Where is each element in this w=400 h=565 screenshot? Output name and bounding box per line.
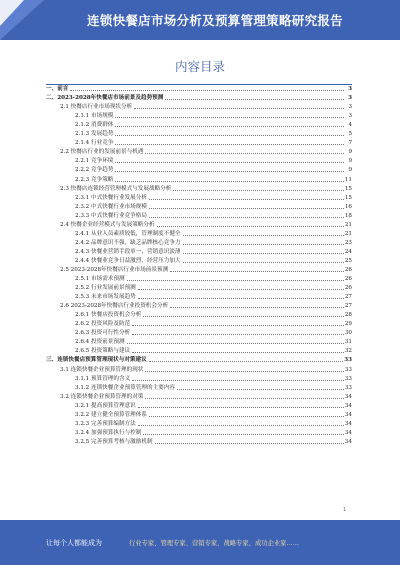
toc-entry-title: 2.5.1 市场需求预测 [75, 276, 125, 283]
toc-entry-page: 18 [344, 212, 352, 219]
toc-entry-page: 34 [344, 411, 352, 418]
toc-dot-leader [177, 389, 344, 390]
toc-top-divider [46, 84, 352, 85]
toc-entry-page: 3 [348, 95, 352, 102]
toc-entry[interactable] [46, 265, 352, 274]
toc-entry-page: 34 [344, 402, 352, 409]
toc-entry-page: 29 [344, 321, 352, 328]
toc-entry-page: 24 [344, 248, 352, 255]
toc-dot-leader [127, 280, 344, 281]
toc-dot-leader [132, 380, 344, 381]
toc-dot-leader [183, 253, 344, 254]
toc-entry[interactable] [46, 437, 352, 446]
toc-entry-title: 2.6.2 投资风险及防范 [75, 321, 131, 328]
toc-dot-leader [183, 244, 344, 245]
toc-entry-title: 2.6.3 投资可行性分析 [75, 330, 131, 337]
toc-dot-leader [138, 289, 344, 290]
toc-dot-leader [149, 199, 344, 200]
footer-banner [0, 520, 400, 565]
toc-entry[interactable] [46, 401, 352, 410]
toc-dot-leader [149, 416, 344, 417]
toc-entry-title: 3.2.1 提高预算管理意识 [75, 402, 136, 409]
toc-entry-page: 3 [348, 113, 352, 120]
toc-entry[interactable] [46, 156, 352, 165]
toc-entry-page: 34 [344, 393, 352, 400]
toc-entry[interactable] [46, 310, 352, 319]
toc-dot-leader [145, 371, 343, 372]
toc-entry-page: 34 [344, 429, 352, 436]
toc-entry-title: 2.4.4 快餐业竞争日益激烈，经营压力加大 [75, 257, 181, 264]
toc-entry-title: 3.1.1 预算管理的含义 [75, 375, 131, 382]
toc-entry-page: 28 [344, 312, 352, 319]
toc-entry-title: 2.1.2 消费群体 [75, 122, 114, 129]
toc-entry-page: 33 [344, 357, 352, 364]
toc-dot-leader [183, 235, 344, 236]
toc-dot-leader [155, 443, 344, 444]
toc-entry-title: 2.1.4 行业竞争 [75, 140, 114, 147]
toc-dot-leader [138, 407, 344, 408]
toc-entry-page: 3 [348, 86, 352, 93]
toc-dot-leader [149, 217, 344, 218]
toc-entry[interactable] [46, 256, 352, 265]
toc-entry[interactable] [46, 120, 352, 129]
toc-entry-title: 2.1.1 市场规模 [75, 113, 114, 120]
toc-dot-leader [143, 316, 344, 317]
toc-entry-title: 3.2.5 完善预算考核与激励机制 [75, 438, 153, 445]
toc-entry[interactable] [46, 292, 352, 301]
toc-entry[interactable] [46, 346, 352, 355]
toc-entry-title: 2.6.4 投资前景预测 [75, 339, 125, 346]
toc-dot-leader [165, 99, 344, 100]
footer-tagline: 行业专家、管理专家、营销专家、战略专家、成功企业家…… [129, 540, 300, 547]
toc-entry-title: 3.2.4 加强预算执行与控制 [75, 429, 142, 436]
toc-entry-title: 3.2 连锁快餐企业预算管理的对策 [60, 393, 144, 400]
toc-entry[interactable] [46, 410, 352, 419]
table-of-contents [46, 84, 352, 446]
toc-entry[interactable] [46, 383, 352, 392]
toc-entry[interactable] [46, 238, 352, 247]
toc-entry[interactable] [46, 165, 352, 174]
toc-entry[interactable] [46, 174, 352, 183]
header-banner [0, 0, 400, 40]
toc-entry[interactable] [46, 419, 352, 428]
report-title: 连锁快餐店市场分析及预算管理策略研究报告 [86, 13, 343, 28]
toc-dot-leader [132, 334, 344, 335]
toc-entry[interactable] [46, 211, 352, 220]
toc-entry-title: 2.4.1 从业人员素质较低，管理制度不健全 [75, 230, 181, 237]
toc-entry-title: 2.4 快餐企业经营模式与发展策略分析 [60, 221, 155, 228]
toc-entry[interactable] [46, 220, 352, 229]
toc-entry-title: 2.5.2 行业发展前景预测 [75, 285, 136, 292]
toc-entry-title: 3.2.3 完善预算编制方法 [75, 420, 136, 427]
toc-entry-title: 2.1 快餐店行业市场现状分析 [60, 104, 133, 111]
toc-dot-leader [132, 325, 344, 326]
toc-entry-page: 26 [344, 285, 352, 292]
toc-entry[interactable] [46, 374, 352, 383]
toc-dot-leader [149, 361, 344, 362]
toc-entry-page: 4 [348, 122, 352, 129]
toc-entry[interactable] [46, 301, 352, 310]
toc-entry-title: 2.2.1 竞争环境 [75, 158, 114, 165]
toc-entry[interactable] [46, 129, 352, 138]
toc-entry-title: 2.6.1 快餐店投资机会分析 [75, 312, 142, 319]
toc-entry-title: 二、2023-2028年快餐店市场前景及趋势预测 [46, 95, 164, 102]
toc-entry[interactable] [46, 102, 352, 111]
toc-dot-leader [115, 162, 344, 163]
toc-entry[interactable] [46, 428, 352, 437]
toc-entry-page: 26 [344, 266, 352, 273]
toc-entry-page: 15 [344, 194, 352, 201]
toc-dot-leader [127, 343, 344, 344]
toc-entry-page: 27 [344, 294, 352, 301]
toc-entry-title: 2.3.2 中式快餐行业市场规模 [75, 203, 147, 210]
toc-entry-page: 9 [348, 149, 352, 156]
toc-dot-leader [170, 307, 344, 308]
toc-entry-title: 3.1.2 连锁快餐企业预算管理的主要内容 [75, 384, 175, 391]
toc-entry-title: 3.1 连锁快餐企业预算管理的现状 [60, 366, 144, 373]
toc-entry[interactable] [46, 93, 352, 102]
toc-entry-title: 三、连锁快餐店预算管理现状与对策建议 [46, 357, 147, 364]
toc-heading: 内容目录 [174, 59, 225, 74]
toc-entry-page: 5 [348, 131, 352, 138]
toc-entry-page: 34 [344, 438, 352, 445]
toc-entry-page: 11 [344, 176, 352, 183]
toc-dot-leader [170, 271, 344, 272]
toc-entry[interactable] [46, 337, 352, 346]
toc-entry-page: 7 [348, 140, 352, 147]
toc-entry-title: 3.2.2 建立健全预算管理体系 [75, 411, 147, 418]
toc-dot-leader [138, 425, 344, 426]
toc-dot-leader [115, 135, 344, 136]
toc-entry-page: 25 [344, 257, 352, 264]
toc-dot-leader [134, 108, 344, 109]
toc-entry-page: 21 [344, 221, 352, 228]
toc-entry-page: 31 [344, 339, 352, 346]
toc-entry-page: 33 [344, 375, 352, 382]
toc-dot-leader [115, 181, 343, 182]
toc-dot-leader [183, 262, 344, 263]
toc-entry-page: 32 [344, 348, 352, 355]
toc-entry[interactable] [46, 283, 352, 292]
toc-entry-page: 9 [348, 158, 352, 165]
toc-dot-leader [157, 226, 344, 227]
toc-entry-page: 26 [344, 276, 352, 283]
toc-entry-title: 2.3.3 中式快餐行业竞争格局 [75, 212, 147, 219]
toc-dot-leader [115, 117, 344, 118]
toc-entry[interactable] [46, 147, 352, 156]
toc-entry-title: 一、前言 [46, 86, 69, 93]
toc-entry-page: 16 [344, 203, 352, 210]
toc-entry-page: 33 [344, 384, 352, 391]
toc-entry-title: 2.2.2 竞争趋势 [75, 167, 114, 174]
toc-dot-leader [145, 153, 344, 154]
toc-entry-title: 2.4.2 品牌意识不强，缺乏品牌核心竞争力 [75, 239, 181, 246]
toc-entry[interactable] [46, 274, 352, 283]
toc-dot-leader [145, 398, 343, 399]
toc-entry[interactable] [46, 392, 352, 401]
toc-entry-title: 2.4.3 快餐业营销手段单一，营销意识淡薄 [75, 248, 181, 255]
toc-dot-leader [70, 90, 344, 91]
toc-dot-leader [143, 434, 344, 435]
toc-entry-page: 33 [344, 366, 352, 373]
toc-entry[interactable] [46, 184, 352, 193]
toc-dot-leader [115, 144, 344, 145]
toc-entry-page: 3 [348, 104, 352, 111]
toc-entry-page: 30 [344, 330, 352, 337]
toc-entry-page: 21 [344, 230, 352, 237]
toc-entry-title: 2.2.3 竞争策略 [75, 176, 114, 183]
toc-dot-leader [115, 126, 344, 127]
toc-entry-page: 27 [344, 303, 352, 310]
toc-entry-title: 2.5 2023-2028年快餐店行业市场前景预测 [60, 266, 169, 273]
toc-entry-title: 2.3 快餐店连锁经营管理模式与发展战略分析 [60, 185, 172, 192]
toc-dot-leader [149, 208, 344, 209]
toc-dot-leader [138, 298, 344, 299]
toc-entry[interactable] [46, 193, 352, 202]
toc-entry[interactable] [46, 364, 352, 373]
toc-entry[interactable] [46, 247, 352, 256]
toc-entry-title: 2.1.3 发展趋势 [75, 131, 114, 138]
toc-entry-page: 23 [344, 239, 352, 246]
toc-dot-leader [132, 352, 344, 353]
toc-entry[interactable] [46, 328, 352, 337]
toc-entry-title: 2.2 快餐店行业的发展前景与机遇 [60, 149, 144, 156]
toc-entry[interactable] [46, 84, 352, 93]
toc-entry-page: 15 [344, 185, 352, 192]
toc-dot-leader [115, 171, 344, 172]
footer-slogan: 让每个人都能成为 [46, 539, 102, 547]
toc-entry[interactable] [46, 229, 352, 238]
toc-entry-title: 2.6 2023-2028年快餐店行业投资机会分析 [60, 303, 169, 310]
toc-entry-title: 2.5.3 未来市场发展趋势 [75, 294, 136, 301]
toc-entry-page: 34 [344, 420, 352, 427]
toc-entry[interactable] [46, 319, 352, 328]
page-number: 1 [343, 507, 347, 513]
toc-entry[interactable] [46, 111, 352, 120]
toc-entry[interactable] [46, 355, 352, 364]
toc-entry[interactable] [46, 202, 352, 211]
toc-entry-page: 9 [348, 167, 352, 174]
toc-entry-title: 2.6.5 投资策略与建议 [75, 348, 131, 355]
toc-dot-leader [173, 190, 344, 191]
toc-entry[interactable] [46, 138, 352, 147]
toc-entry-title: 2.3.1 中式快餐行业发展分析 [75, 194, 147, 201]
